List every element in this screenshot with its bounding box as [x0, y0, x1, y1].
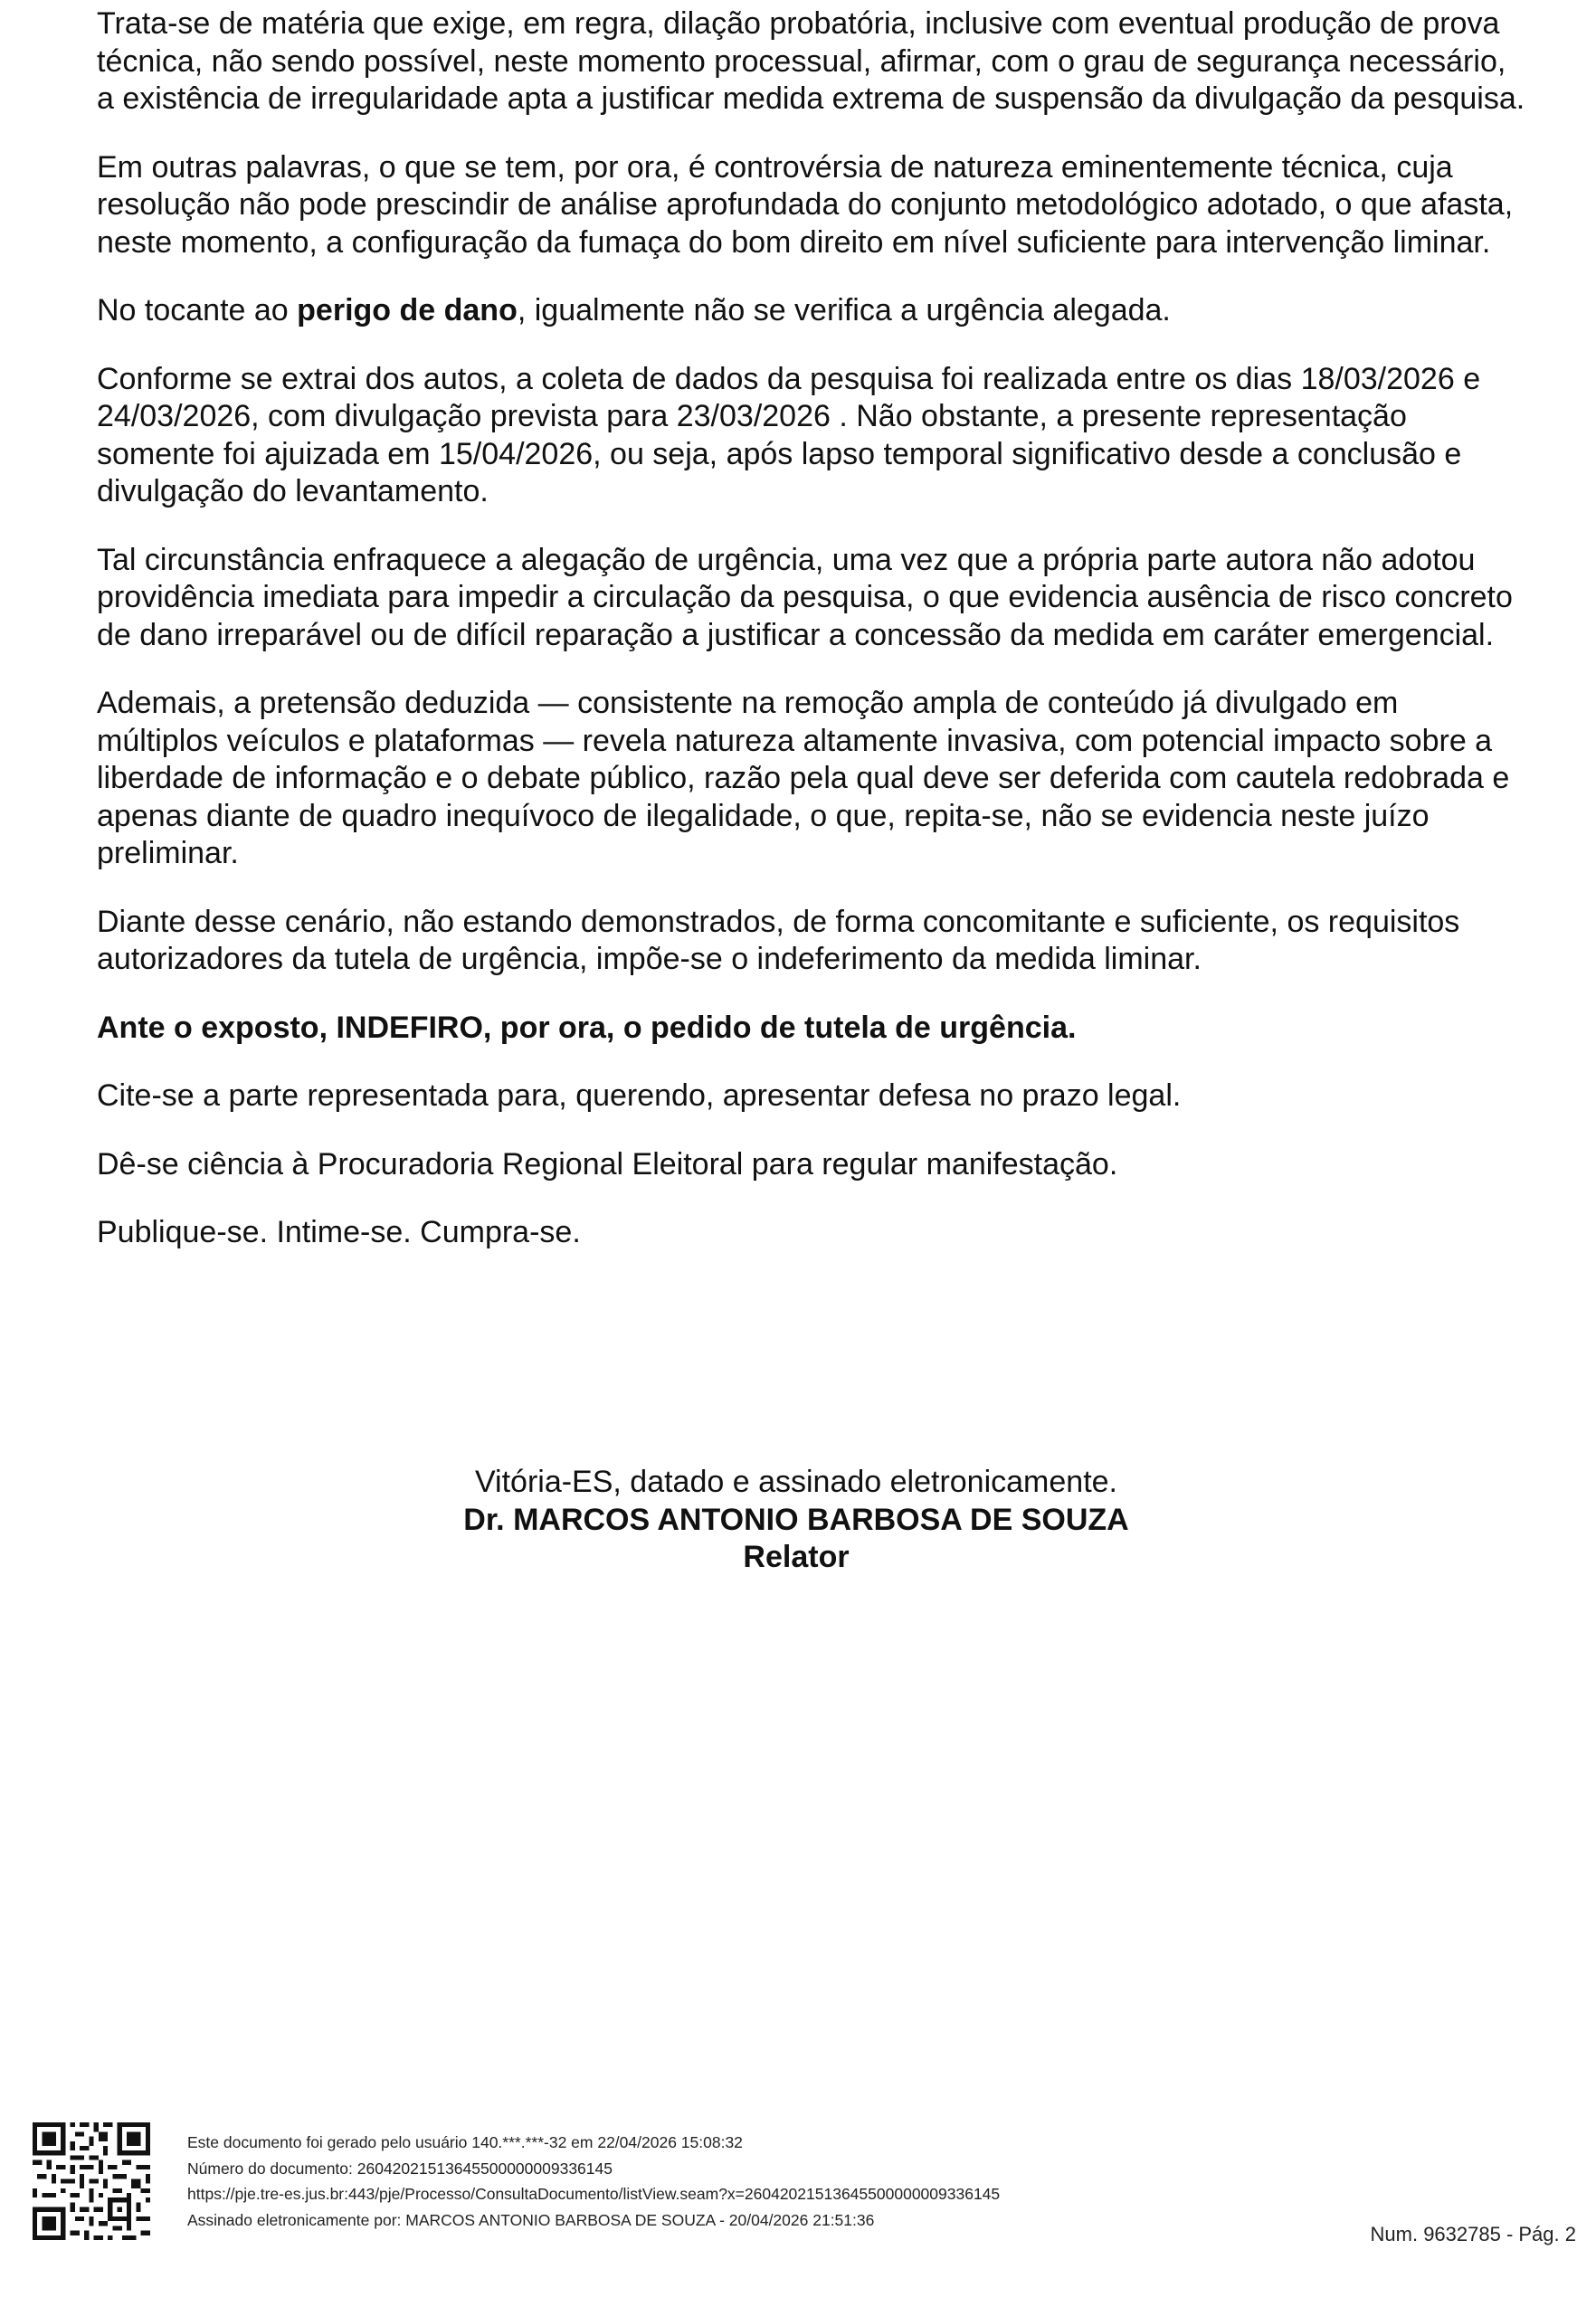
qr-code-icon [33, 2122, 150, 2240]
signature-name: Dr. MARCOS ANTONIO BARBOSA DE SOUZA [463, 1502, 1129, 1537]
paragraph-7: Diante desse cenário, não estando demonstrados, de forma concomitante e suficiente, os requisitos autorizadores da tutela de urgência, impõe-se o indeferimento da medida liminar. [97, 904, 1460, 976]
signature-inner [398, 1464, 1194, 1577]
paragraph-3 [97, 292, 1526, 330]
footer-info [187, 2130, 1000, 2233]
paragraph-8: Cite-se a parte representada para, querendo, apresentar defesa no prazo legal. [97, 1078, 1182, 1113]
document-footer [0, 2108, 1596, 2316]
footer-generated-by: Este documento foi gerado pelo usuário 140.***.***-32 em 22/04/2026 15:08:32 [187, 2133, 743, 2151]
footer-url[interactable]: https://pje.tre-es.jus.br:443/pje/Processo/ConsultaDocumento/listView.seam?x=26042021513645500000009336145 [187, 2185, 1001, 2203]
signature-place-date: Vitória-ES, datado e assinado eletronicamente. [474, 1465, 1118, 1499]
footer-document-number: Número do documento: 26042021513645500000009336145 [187, 2159, 613, 2178]
footer-signed-by: Assinado eletronicamente por: MARCOS ANTONIO BARBOSA DE SOUZA - 20/04/2026 21:51:36 [187, 2210, 875, 2229]
paragraph-9: Dê-se ciência à Procuradoria Regional Eleitoral para regular manifestação. [97, 1146, 1118, 1182]
paragraph-3-pre: No tocante ao [97, 293, 298, 327]
paragraph-10: Publique-se. Intime-se. Cumpra-se. [97, 1215, 581, 1249]
signature-role: Relator [743, 1540, 850, 1574]
paragraph-3-post: , igualmente não se verifica a urgência alegada. [517, 293, 1171, 327]
page-number: Num. 9632785 - Pág. 2 [1370, 2223, 1576, 2245]
ruling-paragraph: Ante o exposto, INDEFIRO, por ora, o pedido de tutela de urgência. [97, 1010, 1077, 1045]
document-body [97, 5, 1526, 1283]
paragraph-4: Conforme se extrai dos autos, a coleta de dados da pesquisa foi realizada entre os dias 18/03/2026 e 24/03/2026, com divulgação prevista para 23/03/2026 . Não obstante, a presente representação somente foi ajuizada em 15/04/2026, ou seja, após lapso temporal significativo desde a conclusão e divulgação do levantamento. [97, 361, 1481, 508]
paragraph-2: Em outras palavras, o que se tem, por ora, é controvérsia de natureza eminentemente técnica, cuja resolução não pode prescindir de análise aprofundada do conjunto metodológico adotado, o que afasta, neste momento, a configuração da fumaça do bom direito em nível suficiente para intervenção liminar. [97, 149, 1514, 260]
paragraph-3-bold: perigo de dano [297, 293, 518, 327]
paragraph-6: Ademais, a pretensão deduzida — consistente na remoção ampla de conteúdo já divulgado em múltiplos veículos e plataformas — revela natureza altamente invasiva, com potencial impacto sobre a liberdade de informação e o debate público, razão pela qual deve ser deferida com cautela redobrada e apenas diante de quadro inequívoco de ilegalidade, o que, repita-se, não se evidencia neste juízo preliminar. [97, 686, 1510, 870]
paragraph-1: Trata-se de matéria que exige, em regra, dilação probatória, inclusive com eventual produção de prova técnica, não sendo possível, neste momento processual, afirmar, com o grau de segurança necessário, a existência de irregularidade apta a justificar medida extrema de suspensão da divulgação da pesquisa. [97, 6, 1525, 116]
paragraph-5: Tal circunstância enfraquece a alegação de urgência, uma vez que a própria parte autora não adotou providência imediata para impedir a circulação da pesquisa, o que evidencia ausência de risco concreto de dano irreparável ou de difícil reparação a justificar a concessão da medida em caráter emergencial. [97, 542, 1513, 652]
